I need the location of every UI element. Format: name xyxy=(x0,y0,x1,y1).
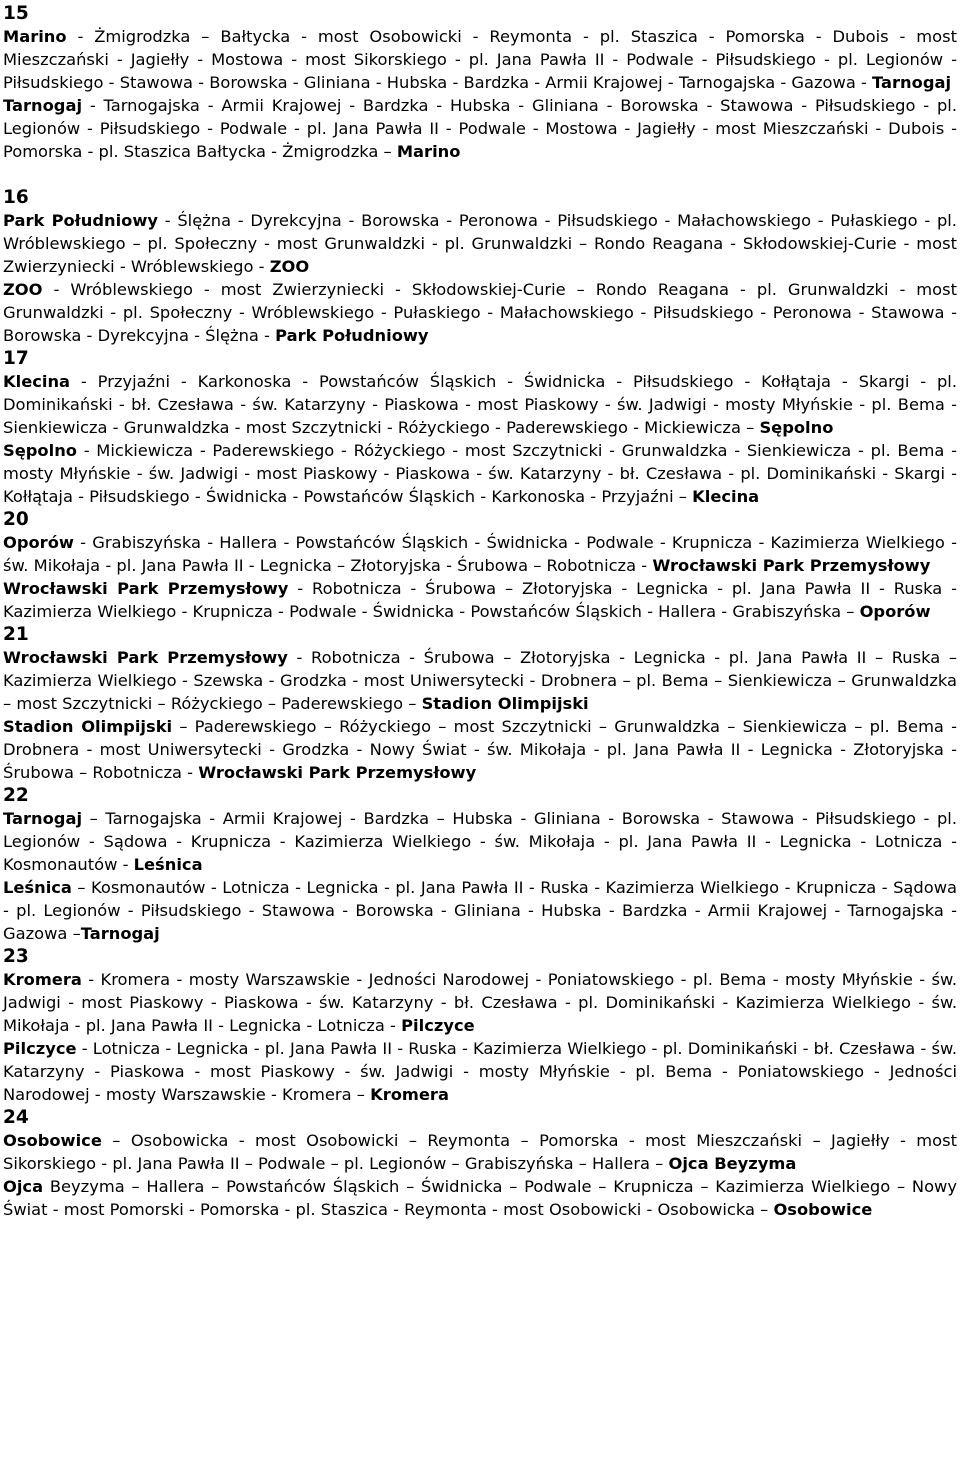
route-streets: - Grabiszyńska - Hallera - Powstańców Śląskich - Świdnicka - Podwale - Krupnicza - Kazimierza Wielkiego - św. Mikołaja - pl. Jana Pawła II - Legnicka – Złotoryjska - Śrubowa – Robotnicza - xyxy=(3,533,957,575)
route-streets: - Mickiewicza - Paderewskiego - Różyckiego - most Szczytnicki - Grunwaldzka - Sienkiewicza - pl. Bema - mosty Młyńskie - św. Jadwigi - most Piaskowy - Piaskowa - św. Katarzyny - bł. Czesława - pl. Dominikański - Skargi - Kołłątaja - Piłsudskiego - Świdnicka - Powstańców Śląskich - Karkonoska - Przyjaźni – xyxy=(3,441,957,506)
route-number: 24 xyxy=(3,1107,29,1128)
route-direction xyxy=(3,531,957,577)
route-end-stop: Oporów xyxy=(859,602,931,621)
route-end-stop: Wrocławski Park Przemysłowy xyxy=(652,556,931,575)
route-direction xyxy=(3,370,957,439)
route-streets: – Osobowicka - most Osobowicki – Reymonta – Pomorska - most Mieszczański – Jagiełły - most Sikorskiego - pl. Jana Pawła II – Podwale – pl. Legionów – Grabiszyńska – Hallera – xyxy=(3,1131,957,1173)
route-streets: - Robotnicza - Śrubowa – Złotoryjska - Legnicka - pl. Jana Pawła II – Ruska – Kazimierza Wielkiego - Szewska - Grodzka - most Uniwersytecki - Drobnera – pl. Bema – Sienkiewicza – Grunwaldzka – most Szczytnicki – Różyckiego – Paderewskiego – xyxy=(3,648,957,713)
route-number: 21 xyxy=(3,624,29,645)
route-end-stop: Wrocławski Park Przemysłowy xyxy=(198,763,477,782)
route-direction xyxy=(3,715,957,784)
route-streets: - Kromera - mosty Warszawskie - Jedności Narodowej - Poniatowskiego - pl. Bema - mosty Młyńskie - św. Jadwigi - most Piaskowy - Piaskowa - św. Katarzyny - bł. Czesława - pl. Dominikański - Kazimierza Wielkiego - św. Mikołaja - pl. Jana Pawła II - Legnicka - Lotnicza - xyxy=(3,970,957,1035)
route-direction xyxy=(3,278,957,347)
route-start-stop: Wrocławski Park Przemysłowy xyxy=(3,648,288,667)
route-streets: - Żmigrodzka – Bałtycka - most Osobowicki - Reymonta - pl. Staszica - Pomorska - Dubois - most Mieszczański - Jagiełły - Mostowa - most Sikorskiego - pl. Jana Pawła II - Podwale - Piłsudskiego - pl. Legionów - Piłsudskiego - Stawowa - Borowska - Gliniana - Hubska - Bardzka - Armii Krajowej - Tarnogajska - Gazowa - xyxy=(3,27,957,92)
route-direction xyxy=(3,94,957,163)
route-number: 17 xyxy=(3,348,29,369)
route-start-stop: Leśnica xyxy=(3,878,72,897)
route-streets: – Tarnogajska - Armii Krajowej - Bardzka – Hubska - Gliniana - Borowska - Stawowa - Piłsudskiego - pl. Legionów - Sądowa - Krupnicza - Kazimierza Wielkiego - św. Mikołaja - pl. Jana Pawła II - Legnicka - Lotnicza - Kosmonautów - xyxy=(3,809,957,874)
route-direction xyxy=(3,209,957,278)
route-direction xyxy=(3,968,957,1037)
route-end-stop: ZOO xyxy=(269,257,310,276)
route-streets: Beyzyma – Hallera – Powstańców Śląskich – Świdnicka – Podwale – Krupnicza – Kazimierza Wielkiego – Nowy Świat - most Pomorski - Pomorska - pl. Staszica - Reymonta - most Osobowicki - Osobowicka – xyxy=(3,1177,957,1219)
route-section xyxy=(3,2,957,163)
route-end-stop: Osobowice xyxy=(773,1200,873,1219)
route-section xyxy=(3,1106,957,1221)
route-end-stop: Tarnogaj xyxy=(872,73,952,92)
route-start-stop: Klecina xyxy=(3,372,71,391)
route-direction xyxy=(3,577,957,623)
route-start-stop: Stadion Olimpijski xyxy=(3,717,173,736)
route-direction xyxy=(3,876,957,945)
route-streets: - Tarnogajska - Armii Krajowej - Bardzka - Hubska - Gliniana - Borowska - Stawowa - Piłsudskiego - pl. Legionów - Piłsudskiego - Podwale - pl. Jana Pawła II - Podwale - Mostowa - Jagiełły - most Mieszczański - Dubois - Pomorska - pl. Staszica Bałtycka - Żmigrodzka – xyxy=(3,96,957,161)
route-start-stop: Oporów xyxy=(3,533,74,552)
route-start-stop: Ojca xyxy=(3,1177,44,1196)
route-number: 16 xyxy=(3,187,29,208)
route-streets: - Robotnicza - Śrubowa – Złotoryjska - Legnicka - pl. Jana Pawła II - Ruska - Kazimierza Wielkiego - Krupnicza - Podwale - Świdnicka - Powstańców Śląskich - Hallera - Grabiszyńska – xyxy=(3,579,957,621)
route-streets: – Kosmonautów - Lotnicza - Legnicka - pl. Jana Pawła II - Ruska - Kazimierza Wielkiego - Krupnicza - Sądowa - pl. Legionów - Piłsudskiego - Stawowa - Borowska - Gliniana - Hubska - Bardzka - Armii Krajowej - Tarnogajska - Gazowa – xyxy=(3,878,957,943)
route-streets: - Przyjaźni - Karkonoska - Powstańców Śląskich - Świdnicka - Piłsudskiego - Kołłątaja - Skargi - pl. Dominikański - bł. Czesława - św. Katarzyny - Piaskowa - most Piaskowy - św. Jadwigi - mosty Młyńskie - pl. Bema - Sienkiewicza - Grunwaldzka - most Szczytnicki - Różyckiego - Paderewskiego - Mickiewicza – xyxy=(3,372,957,437)
route-end-stop: Marino xyxy=(396,142,461,161)
route-start-stop: Marino xyxy=(3,27,67,46)
route-section xyxy=(3,945,957,1106)
route-direction xyxy=(3,1037,957,1106)
route-streets: - Ślężna - Dyrekcyjna - Borowska - Peronowa - Piłsudskiego - Małachowskiego - Pułaskiego - pl. Wróblewskiego – pl. Społeczny - most Grunwaldzki - pl. Grunwaldzki – Rondo Reagana - Skłodowskiej-Curie - most Zwierzyniecki - Wróblewskiego - xyxy=(3,211,957,276)
route-end-stop: Park Południowy xyxy=(275,326,429,345)
route-start-stop: Park Południowy xyxy=(3,211,158,230)
route-start-stop: ZOO xyxy=(3,280,43,299)
route-end-stop: Kromera xyxy=(370,1085,449,1104)
route-start-stop: Osobowice xyxy=(3,1131,102,1150)
route-section xyxy=(3,623,957,784)
route-end-stop: Klecina xyxy=(692,487,760,506)
route-start-stop: Wrocławski Park Przemysłowy xyxy=(3,579,289,598)
route-direction xyxy=(3,25,957,94)
route-direction xyxy=(3,1175,957,1221)
spacer xyxy=(3,163,957,186)
route-direction xyxy=(3,439,957,508)
route-number: 23 xyxy=(3,946,29,967)
route-start-stop: Tarnogaj xyxy=(3,809,83,828)
route-streets: - Lotnicza - Legnicka - pl. Jana Pawła II - Ruska - Kazimierza Wielkiego - pl. Dominikański - bł. Czesława - św. Katarzyny - Piaskowa - most Piaskowy - św. Jadwigi - mosty Młyńskie - pl. Bema - Poniatowskiego - Jedności Narodowej - mosty Warszawskie - Kromera – xyxy=(3,1039,957,1104)
route-number: 22 xyxy=(3,785,29,806)
route-start-stop: Tarnogaj xyxy=(3,96,83,115)
route-end-stop: Stadion Olimpijski xyxy=(421,694,589,713)
route-start-stop: Sępolno xyxy=(3,441,77,460)
route-direction xyxy=(3,646,957,715)
route-section xyxy=(3,347,957,508)
route-end-stop: Pilczyce xyxy=(401,1016,475,1035)
route-number: 20 xyxy=(3,509,29,530)
route-streets: - Wróblewskiego - most Zwierzyniecki - Skłodowskiej-Curie – Rondo Reagana - pl. Grunwaldzki - most Grunwaldzki - pl. Społeczny - Wróblewskiego - Pułaskiego - Małachowskiego - Piłsudskiego - Peronowa - Stawowa - Borowska - Dyrekcyjna - Ślężna - xyxy=(3,280,957,345)
route-section xyxy=(3,508,957,623)
route-end-stop: Tarnogaj xyxy=(80,924,160,943)
route-end-stop: Sępolno xyxy=(759,418,834,437)
route-number: 15 xyxy=(3,3,29,24)
route-section xyxy=(3,784,957,945)
route-end-stop: Leśnica xyxy=(133,855,203,874)
route-direction xyxy=(3,1129,957,1175)
route-start-stop: Pilczyce xyxy=(3,1039,77,1058)
route-section xyxy=(3,186,957,347)
route-streets: – Paderewskiego – Różyckiego – most Szczytnicki – Grunwaldzka – Sienkiewicza – pl. Bema - Drobnera - most Uniwersytecki - Grodzka - Nowy Świat - św. Mikołaja - pl. Jana Pawła II - Legnicka - Złotoryjska - Śrubowa – Robotnicza - xyxy=(3,717,958,782)
route-start-stop: Kromera xyxy=(3,970,82,989)
route-direction xyxy=(3,807,957,876)
route-end-stop: Ojca Beyzyma xyxy=(668,1154,797,1173)
